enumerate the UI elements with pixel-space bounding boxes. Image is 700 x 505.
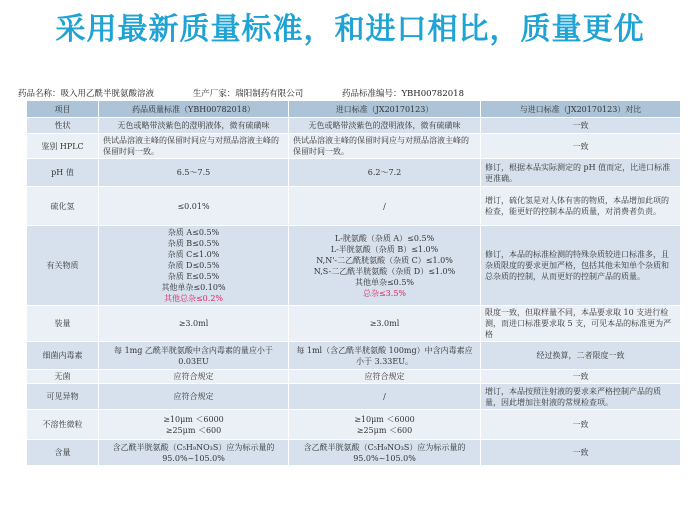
cell-text-line: 杂质 B≤0.5%: [167, 239, 220, 248]
import-standard-cell: [289, 440, 481, 466]
header-import-standard: 进口标准（JX20170123）: [289, 101, 481, 118]
comparison-cell: [481, 370, 681, 384]
cell-text-line: N,S-二乙酰半胱氨酸（杂质 D）≤1.0%: [313, 266, 456, 276]
cell-text-line: L-半胱氨酸（杂质 B）≤1.0%: [330, 244, 439, 254]
cell-text-line: 含乙酰半胱氨酸（C₅H₉NO₃S）应为标示量的 95.0%~105.0%: [303, 442, 466, 463]
table-row: [27, 159, 681, 187]
row-item-cell: 无菌: [27, 370, 99, 384]
row-item-cell: 装量: [27, 306, 99, 342]
cell-text-line: 杂质 D≤0.5%: [167, 261, 220, 270]
table-row: [27, 370, 681, 384]
row-item-cell: 性状: [27, 118, 99, 134]
cell-text-line: /: [383, 201, 386, 211]
comparison-cell: [481, 159, 681, 187]
cell-text-line: 杂质 C≤1.0%: [167, 250, 220, 259]
cell-text-line: 限度一致，但取样量不同，本品要求取 10 支进行检测，而进口标准要求取 5 支，可见本品的标准更为严格: [485, 308, 672, 339]
table-row: [27, 410, 681, 440]
total-impurity-limit: 总杂≤3.5%: [362, 288, 407, 298]
import-standard-cell: [289, 187, 481, 226]
import-standard-cell: [289, 342, 481, 370]
table-row: [27, 118, 681, 134]
table-row: [27, 134, 681, 159]
cell-text-line: ≤0.01%: [177, 201, 210, 211]
our-standard-cell: [99, 134, 289, 159]
cell-text-line: 增订，本品按照注射液的要求来严格控制产品的质量，因此增加注射液的常规检查项。: [485, 386, 661, 407]
cell-text-line: 一致: [572, 448, 589, 457]
table-row: [27, 306, 681, 342]
comparison-cell: [481, 226, 681, 306]
cell-text-line: 供试品溶液主峰的保留时间应与对照品溶液主峰的保留时间一致。: [103, 136, 279, 156]
our-standard-cell: [99, 118, 289, 134]
cell-text-line: 修订，本品的标准检测的特殊杂质较进口标准多，且杂质限度的要求更加严格，包括其他未知单个杂质和总杂质的控制，从而更好的控制产品的质量。: [485, 250, 669, 281]
cell-text-line: 其他单杂≤0.5%: [354, 277, 415, 287]
row-item-cell: pH 值: [27, 159, 99, 187]
our-standard-cell: [99, 410, 289, 440]
comparison-cell: [481, 134, 681, 159]
import-standard-cell: [289, 159, 481, 187]
cell-text-line: 一致: [572, 121, 589, 130]
import-standard-cell: [289, 410, 481, 440]
cell-text-line: ≥3.0ml: [178, 319, 209, 328]
cell-text-line: 无色或略带淡紫色的澄明液体，微有硫磺味: [308, 121, 461, 130]
our-standard-cell: [99, 159, 289, 187]
cell-text-line: 一致: [572, 141, 589, 151]
cell-text-line: ≥10μm ＜6000: [163, 414, 224, 424]
row-item-cell: 硫化氢: [27, 187, 99, 226]
our-standard-cell: [99, 306, 289, 342]
our-standard-cell: [99, 384, 289, 410]
comparison-cell: [481, 384, 681, 410]
cell-text-line: 其他单杂≤0.10%: [161, 283, 226, 292]
cell-text-line: L-胱氨酸（杂质 A）≤0.5%: [334, 233, 435, 243]
cell-text-line: 应符合规定: [173, 392, 214, 401]
import-standard-cell: [289, 134, 481, 159]
comparison-cell: [481, 187, 681, 226]
table-row: [27, 384, 681, 410]
table-header-row: [27, 101, 681, 118]
cell-text-line: 修订，根据本品实际测定的 pH 值而定，比进口标准更准确。: [485, 162, 671, 183]
drug-info-line: [18, 87, 500, 99]
cell-text-line: 无色或略带淡紫色的澄明液体，微有硫磺味: [117, 121, 270, 130]
cell-text-line: 应符合规定: [173, 372, 214, 381]
cell-text-line: N,N'-二乙酰胱氨酸（杂质 C）≤1.0%: [316, 255, 453, 265]
cell-text-line: ≥10μm ＜6000: [354, 414, 415, 424]
import-standard-cell: [289, 370, 481, 384]
cell-text-line: ≥25μm ＜600: [356, 425, 413, 435]
cell-text-line: 一致: [572, 420, 589, 429]
cell-text-line: 含乙酰半胱氨酸（C₅H₉NO₃S）应为标示量的 95.0%~105.0%: [112, 442, 275, 463]
cell-text-line: ≥3.0ml: [369, 319, 400, 328]
cell-text-line: 6.2～7.2: [367, 168, 402, 177]
cell-text-line: 6.5～7.5: [176, 168, 211, 177]
comparison-cell: [481, 440, 681, 466]
cell-text-line: ≥25μm ＜600: [165, 425, 222, 435]
import-standard-cell: [289, 384, 481, 410]
cell-text-line: /: [383, 392, 386, 401]
our-standard-cell: [99, 370, 289, 384]
standard-number: 药品标准编号：YBH00782018: [341, 89, 464, 99]
our-standard-cell: [99, 187, 289, 226]
import-standard-cell: [289, 226, 481, 306]
comparison-cell: [481, 342, 681, 370]
row-item-cell: 含量: [27, 440, 99, 466]
cell-text-line: 一致: [572, 372, 589, 381]
row-item-cell: 可见异物: [27, 384, 99, 410]
cell-text-line: 每 1mg 乙酰半胱氨酸中含内毒素的量应小于 0.03EU: [114, 345, 273, 366]
cell-text-line: 应符合规定: [364, 372, 405, 381]
table-row: [27, 342, 681, 370]
total-impurity-limit: 其他总杂≤0.2%: [163, 294, 224, 303]
cell-text-line: 杂质 E≤0.5%: [167, 272, 220, 281]
cell-text-line: 增订，硫化氢是对人体有害的物质，本品增加此项的检查，能更好的控制本品的质量，对消费者负责。: [485, 196, 669, 216]
table-row: [27, 187, 681, 226]
import-standard-cell: [289, 306, 481, 342]
row-item-cell: 有关物质: [27, 226, 99, 306]
manufacturer: 生产厂家：瑞阳制药有限公司: [192, 89, 304, 99]
header-item: 项目: [27, 101, 99, 118]
row-item-cell: 鉴别 HPLC: [27, 134, 99, 159]
our-standard-cell: [99, 440, 289, 466]
cell-text-line: 杂质 A≤0.5%: [167, 228, 220, 237]
comparison-cell: [481, 118, 681, 134]
cell-text-line: 经过换算，二者限度一致: [536, 351, 625, 360]
comparison-cell: [481, 410, 681, 440]
header-our-standard: 药品质量标准（YBH00782018）: [99, 101, 289, 118]
comparison-cell: [481, 306, 681, 342]
table-row: [27, 440, 681, 466]
drug-name: 药品名称：吸入用乙酰半胱氨酸溶液: [18, 89, 155, 99]
import-standard-cell: [289, 118, 481, 134]
our-standard-cell: [99, 342, 289, 370]
cell-text-line: 供试品溶液主峰的保留时间应与对照品溶液主峰的保留时间一致。: [293, 136, 469, 156]
cell-text-line: 每 1ml（含乙酰半胱氨酸 100mg）中含内毒素应小于 3.33EU。: [296, 345, 473, 366]
row-item-cell: 细菌内毒素: [27, 342, 99, 370]
comparison-table: [26, 100, 681, 466]
table-row: [27, 226, 681, 306]
header-comparison: 与进口标准（JX20170123）对比: [481, 101, 681, 118]
our-standard-cell: [99, 226, 289, 306]
page-title: 采用最新质量标准，和进口相比，质量更优: [55, 12, 645, 47]
row-item-cell: 不溶性微粒: [27, 410, 99, 440]
